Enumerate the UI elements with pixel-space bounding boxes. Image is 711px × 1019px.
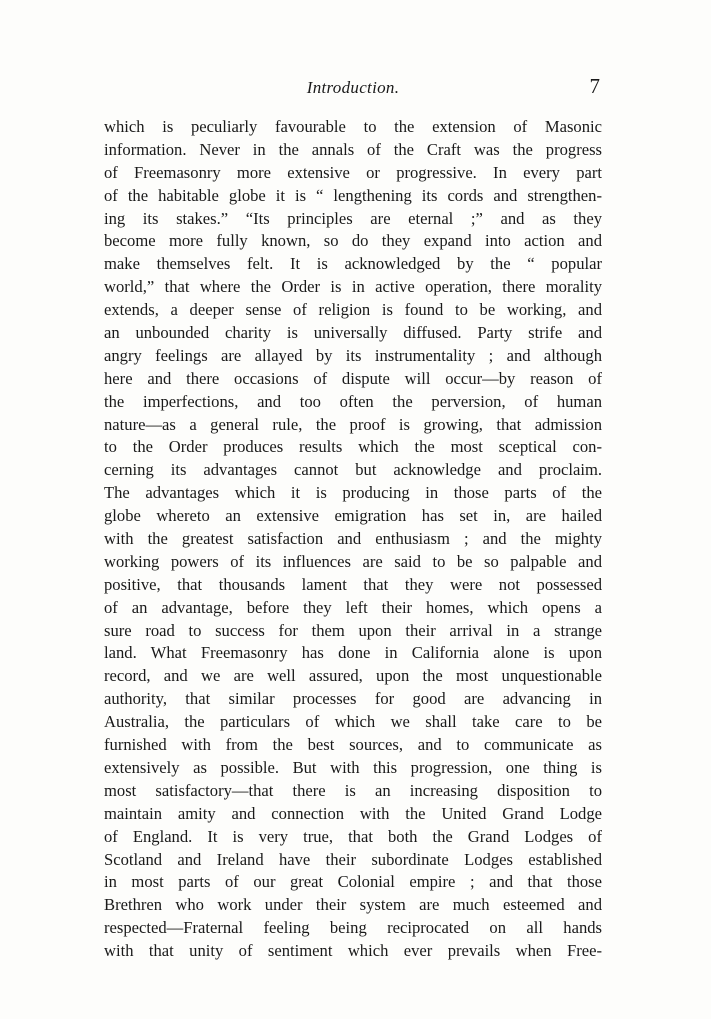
text-line: of Freemasonry more extensive or progressive. In every part [104, 162, 602, 182]
text-line: nature—as a general rule, the proof is growing, that admission [104, 414, 602, 434]
text-line: to the Order produces results which the most sceptical con- [104, 437, 602, 457]
text-line: respected—Fraternal feeling being reciprocated on all hands [104, 918, 602, 938]
text-line: the imperfections, and too often the perversion, of human [104, 391, 602, 411]
text-line: globe whereto an extensive emigration has set in, are hailed [104, 506, 602, 526]
text-line: land. What Freemasonry has done in California alone is upon [104, 643, 602, 663]
text-line: world,” that where the Order is in active operation, there morality [104, 277, 602, 297]
text-line: The advantages which it is producing in those parts of the [104, 483, 602, 503]
text-line: of England. It is very true, that both the Grand Lodges of [104, 826, 602, 846]
text-line: Australia, the particulars of which we shall take care to be [104, 712, 602, 732]
text-line: in most parts of our great Colonial empire ; and that those [104, 872, 602, 892]
text-line: become more fully known, so do they expand into action and [104, 231, 602, 251]
text-line: authority, that similar processes for good are advancing in [104, 689, 602, 709]
text-line: here and there occasions of dispute will occur—by reason of [104, 368, 602, 388]
text-line: Scotland and Ireland have their subordinate Lodges established [104, 849, 602, 869]
page-number: 7 [589, 74, 600, 98]
text-line: with that unity of sentiment which ever prevails when Free- [104, 941, 602, 961]
text-line: extensively as possible. But with this progression, one thing is [104, 757, 602, 777]
text-line: Brethren who work under their system are much esteemed and [104, 895, 602, 915]
text-line: working powers of its influences are said to be so palpable and [104, 551, 602, 571]
text-line: information. Never in the annals of the Craft was the progress [104, 139, 602, 159]
running-head [104, 74, 602, 102]
body-text [104, 116, 602, 963]
text-line: furnished with from the best sources, and to communicate as [104, 735, 602, 755]
text-line: most satisfactory—that there is an increasing disposition to [104, 780, 602, 800]
text-line: sure road to success for them upon their arrival in a strange [104, 620, 602, 640]
text-line: with the greatest satisfaction and enthusiasm ; and the mighty [104, 529, 602, 549]
text-line: extends, a deeper sense of religion is found to be working, and [104, 300, 602, 320]
text-line: record, and we are well assured, upon the most unquestionable [104, 666, 602, 686]
text-line: make themselves felt. It is acknowledged by the “ popular [104, 254, 602, 274]
text-line: of the habitable globe it is “ lengthening its cords and strengthen- [104, 185, 602, 205]
text-line: cerning its advantages cannot but acknowledge and proclaim. [104, 460, 602, 480]
text-line: ing its stakes.” “Its principles are eternal ;” and as they [104, 208, 602, 228]
text-line: positive, that thousands lament that they were not possessed [104, 574, 602, 594]
text-line: an unbounded charity is universally diffused. Party strife and [104, 323, 602, 343]
text-line: of an advantage, before they left their homes, which opens a [104, 597, 602, 617]
text-line: maintain amity and connection with the United Grand Lodge [104, 803, 602, 823]
text-line: angry feelings are allayed by its instrumentality ; and although [104, 345, 602, 365]
text-line: which is peculiarly favourable to the extension of Masonic [104, 117, 602, 136]
running-title: Introduction. [306, 78, 400, 97]
